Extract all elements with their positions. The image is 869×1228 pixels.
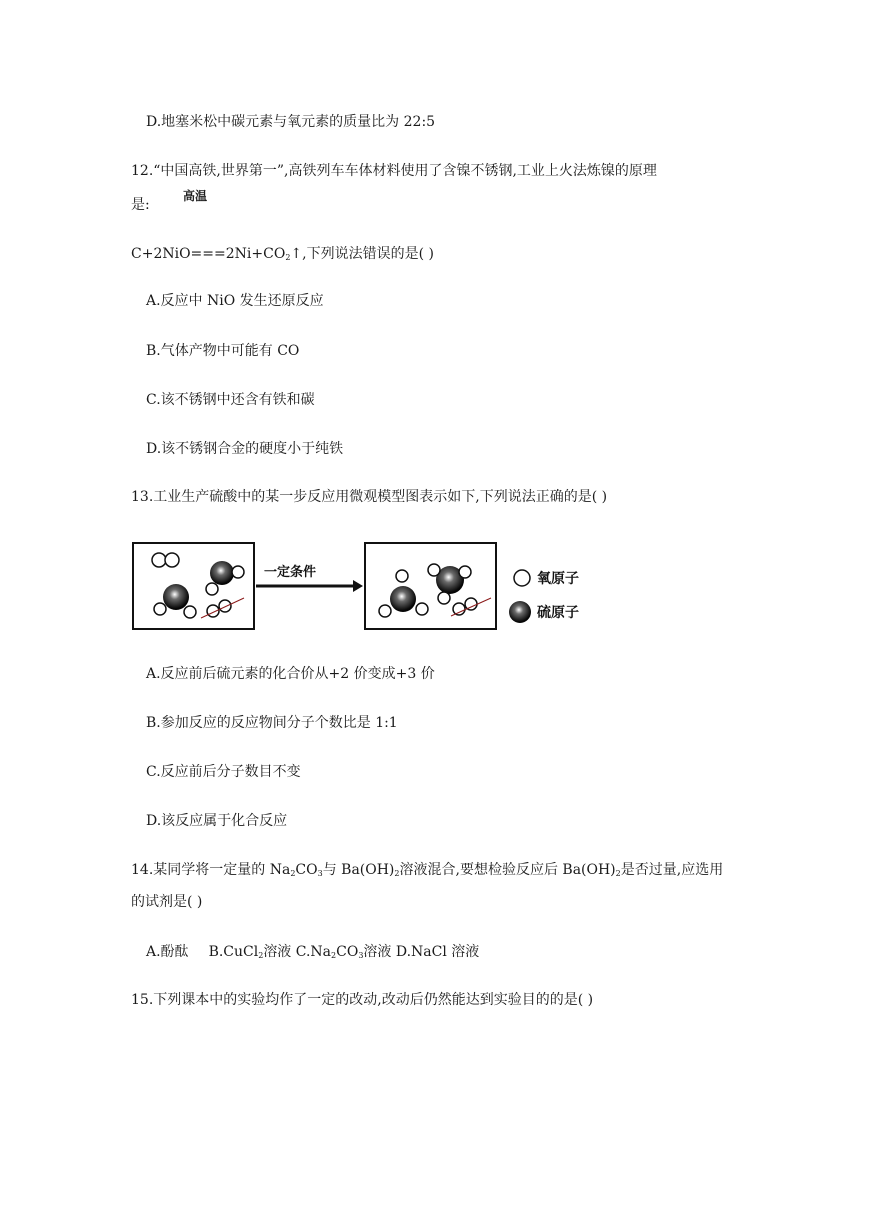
reaction-arrow-head: [353, 580, 363, 592]
q12-stem-line1: 12.“中国高铁,世界第一”,高铁列车车体材料使用了含镍不锈钢,工业上火法炼镍的原理: [131, 163, 657, 179]
q13-stem: 13.工业生产硫酸中的某一步反应用微观模型图表示如下,下列说法正确的是( ): [131, 489, 608, 505]
q12-option-b: B.气体产物中可能有 CO: [146, 343, 300, 359]
legend-oxygen-icon: [514, 570, 530, 586]
q12-option-c: C.该不锈钢中还含有铁和碳: [146, 392, 315, 408]
q11-option-d: D.地塞米松中碳元素与氧元素的质量比为 22:5: [146, 114, 436, 130]
q14-stem-line1: 14.某同学将一定量的 $Na_2CO_3$与 $Ba(OH)_2$溶液混合,要想检验反应后 $Ba(OH)_2$是否过量,应选用: [131, 862, 724, 878]
q14-option-a: A.酚酞: [146, 944, 189, 960]
legend-sulfur-label: 硫原子: [537, 605, 579, 621]
q13-option-d: D.该反应属于化合反应: [146, 813, 288, 829]
q14-options: A.酚酞 B.CuCl$_2$溶液 $C.Na_2CO_3$溶液 D.NaCl 溶液: [146, 944, 480, 960]
q12-option-a: A.反应中 NiO 发生还原反应: [146, 293, 324, 309]
molecular-model-diagram: [131, 540, 611, 636]
q15-stem: 15.下列课本中的实验均作了一定的改动,改动后仍然能达到实验目的的是( ): [131, 992, 594, 1008]
q13-option-c: C.反应前后分子数目不变: [146, 764, 301, 780]
legend-sulfur-icon: [509, 601, 531, 623]
q12-equation: $C+2NiO===2Ni+CO_2↑$,下列说法错误的是( ): [131, 246, 434, 262]
q12-option-d: D.该不锈钢合金的硬度小于纯铁: [146, 441, 344, 457]
q14-stem-line2: 的试剂是( ): [131, 894, 203, 910]
q13-option-b: B.参加反应的反应物间分子个数比是 1:1: [146, 715, 398, 731]
q13-option-a: A.反应前后硫元素的化合价从+2 价变成+3 价: [146, 666, 435, 682]
q12-stem-line2: 是:: [131, 197, 150, 213]
arrow-condition-label: 一定条件: [263, 565, 317, 580]
q12-reaction-condition: 高温: [183, 189, 208, 203]
legend-oxygen-label: 氧原子: [537, 571, 579, 587]
